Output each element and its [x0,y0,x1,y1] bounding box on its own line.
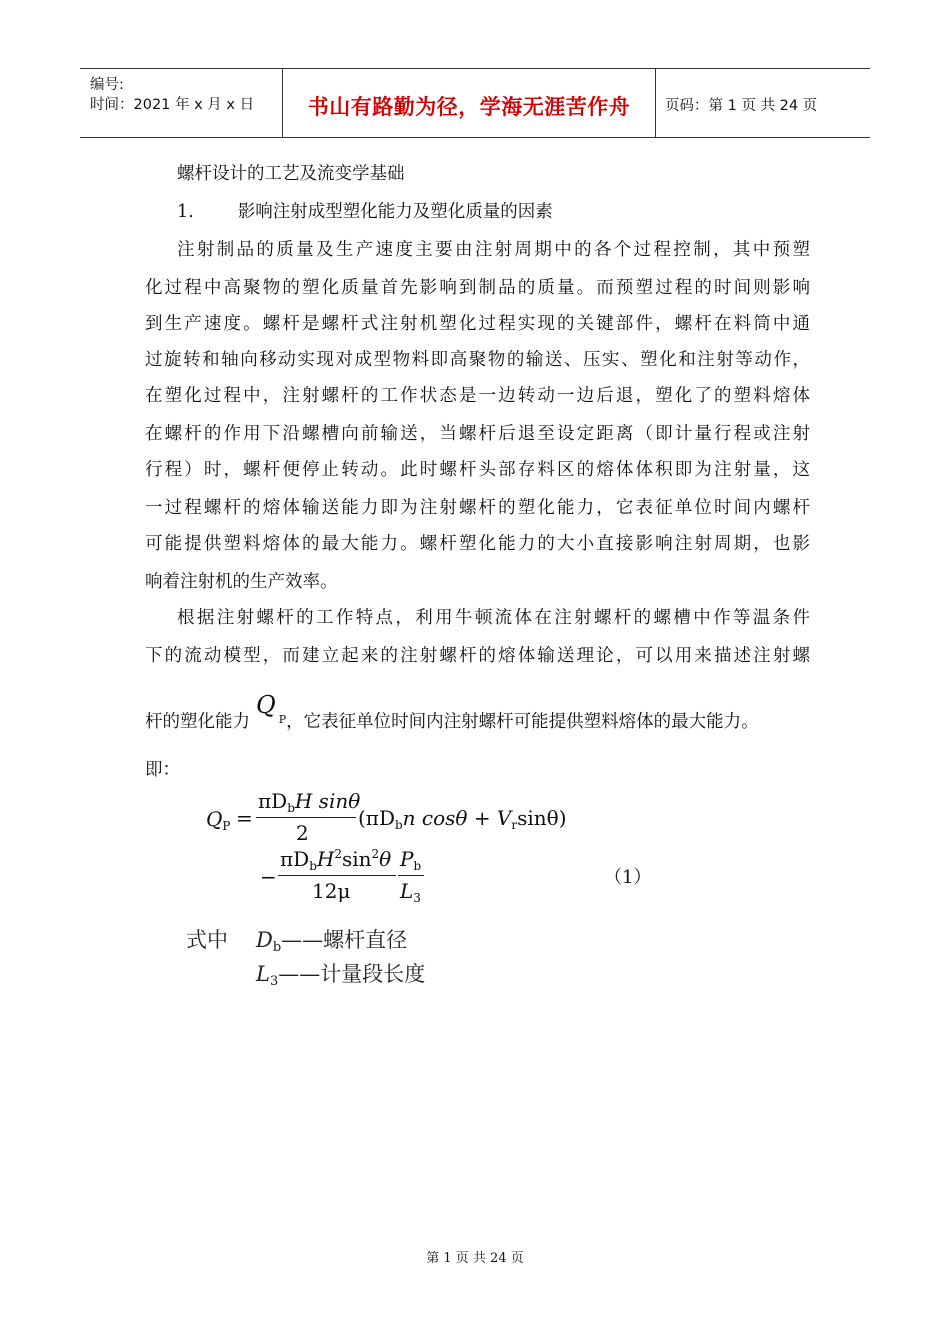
page-indicator: 页码：第 1 页 共 24 页 [665,98,818,114]
formula-number: （1） [604,867,652,888]
formula-numerator-2: $\pi D_bH^2\sin^2\theta$ [280,847,392,873]
formula-minus: − [260,865,277,889]
formula-intro: 即： [145,760,180,780]
legend-item-l3: $L_3——$计量段长度 [256,962,426,989]
section-title: 影响注射成型塑化能力及塑化质量的因素 [237,202,553,222]
formula-equals: = [236,806,253,830]
page-header [80,68,870,138]
p2-line: 下的流动模型，而建立起来的注射螺杆的熔体输送理论，可以用来描述注射螺 [145,646,810,666]
p2-line: 根据注射螺杆的工作特点，利用牛顿流体在注射螺杆的螺槽中作等温条件 [177,608,810,628]
legend-label: 式中 [186,928,228,952]
p1-line: 注射制品的质量及生产速度主要由注射周期中的各个过程控制，其中预塑 [177,240,810,260]
serial-label: 编号: [90,77,124,93]
p1-line: 可能提供塑料熔体的最大能力。螺杆塑化能力的大小直接影响注射周期，也影 [145,534,810,554]
section-heading [177,198,842,223]
section-number: 1. [177,202,194,222]
fraction-bar-3 [398,875,424,876]
p2-text-before: 杆的塑化能力 [145,712,250,732]
formula-numerator-1: $\pi D_bH$ sinθ [258,789,361,815]
formula-lhs: $Q_P$ [206,807,231,833]
document-title: 螺杆设计的工艺及流变学基础 [177,164,405,184]
p1-line: 到生产速度。螺杆是螺杆式注射机塑化过程实现的关键部件，螺杆在料筒中通 [145,314,810,334]
formula-denominator-3: $L_3$ [400,879,421,905]
p1-line: 在螺杆的作用下沿螺槽向前输送，当螺杆后退至设定距离（即计量行程或注射 [145,424,810,444]
qp-subscript: P [278,713,287,726]
motto: 书山有路勤为径，学海无涯苦作舟 [307,95,631,119]
date-label: 时间：2021 年 x 月 x 日 [90,97,255,113]
header-meta-cell [80,69,282,137]
formula-parenthesis-term: ($\pi D_bn$ $\cos\theta + V_r\sin\theta$) [358,806,567,832]
p1-line: 过旋转和轴向移动实现对成型物料即高聚物的输送、压实、塑化和注射等动作， [145,350,810,370]
header-page-cell [655,69,870,137]
header-motto-cell [282,69,656,137]
formula-numerator-3: $P_b$ [400,847,422,873]
formula-block [200,785,660,905]
page-footer: 第 1 页 共 24 页 [426,1251,524,1266]
p1-line: 化过程中高聚物的塑化质量首先影响到制品的质量。而预塑过程的时间则影响 [145,278,810,298]
formula-denominator-2: 12μ [312,879,351,903]
p1-line: 响着注射机的生产效率。 [145,572,338,592]
p1-line: 在塑化过程中，注射螺杆的工作状态是一边转动一边后退，塑化了的塑料熔体 [145,386,810,406]
legend-item-db: $D_b——$螺杆直径 [256,928,408,955]
fraction-bar-1 [256,817,356,818]
p1-line: 行程）时，螺杆便停止转动。此时螺杆头部存料区的熔体体积即为注射量，这 [145,460,810,480]
p2-line-last [145,691,810,733]
p1-line: 一过程螺杆的熔体输送能力即为注射螺杆的塑化能力，它表征单位时间内螺杆 [145,498,810,518]
fraction-bar-2 [278,875,396,876]
p2-text-after: ，它表征单位时间内注射螺杆可能提供塑料熔体的最大能力。 [286,712,759,732]
qp-symbol: Q [256,691,276,719]
formula-denominator-1: 2 [296,821,309,845]
